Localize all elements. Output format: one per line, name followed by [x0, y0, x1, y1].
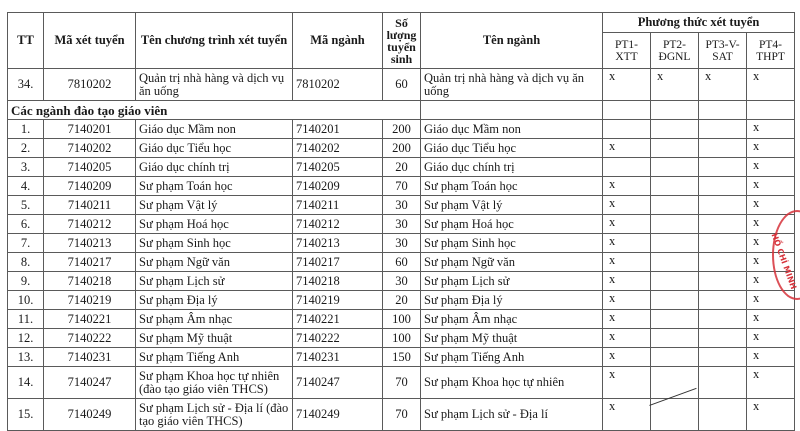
cell-ten-chuong-trinh: Giáo dục Mầm non [136, 120, 293, 139]
cell-pt3 [699, 120, 747, 139]
cell-ten-nganh: Sư phạm Địa lý [421, 291, 603, 310]
cell-ten-chuong-trinh: Sư phạm Lịch sử - Địa lí (đào tạo giáo viên THCS) [136, 399, 293, 431]
cell-pt3 [699, 158, 747, 177]
cell-ten-nganh: Giáo dục Mầm non [421, 120, 603, 139]
cell-pt2 [651, 139, 699, 158]
cell-pt1: x [603, 139, 651, 158]
cell-pt1: x [603, 348, 651, 367]
cell-ma-nganh: 7140219 [293, 291, 383, 310]
cell-tt: 3. [8, 158, 44, 177]
cell-so-luong: 200 [383, 139, 421, 158]
table-row [8, 215, 795, 234]
cell-so-luong: 30 [383, 215, 421, 234]
cell-pt2: x [651, 69, 699, 101]
cell-pt1: x [603, 177, 651, 196]
cell-pt4: x [747, 158, 795, 177]
cell-pt2 [651, 291, 699, 310]
cell-pt3 [699, 196, 747, 215]
cell-ma-xet-tuyen: 7140219 [44, 291, 136, 310]
cell-tt: 13. [8, 348, 44, 367]
cell-so-luong: 30 [383, 196, 421, 215]
cell-ten-chuong-trinh: Sư phạm Ngữ văn [136, 253, 293, 272]
cell-ma-xet-tuyen: 7140247 [44, 367, 136, 399]
cell-ma-xet-tuyen: 7140205 [44, 158, 136, 177]
cell-ten-nganh: Sư phạm Khoa học tự nhiên [421, 367, 603, 399]
header-ten-nganh: Tên ngành [421, 13, 603, 69]
table-row [8, 291, 795, 310]
table-row [8, 310, 795, 329]
cell-pt3 [699, 272, 747, 291]
cell-so-luong: 20 [383, 291, 421, 310]
cell-pt2 [651, 177, 699, 196]
table-row [8, 158, 795, 177]
cell-ma-xet-tuyen: 7140217 [44, 253, 136, 272]
cell-pt4: x [747, 291, 795, 310]
cell-ten-nganh: Sư phạm Hoá học [421, 215, 603, 234]
cell-pt3 [699, 291, 747, 310]
cell-ma-xet-tuyen: 7140249 [44, 399, 136, 431]
admissions-table [7, 12, 795, 431]
header-ten-chuong-trinh: Tên chương trình xét tuyển [136, 13, 293, 69]
cell-ten-nganh: Sư phạm Mỹ thuật [421, 329, 603, 348]
cell-ma-xet-tuyen: 7140201 [44, 120, 136, 139]
header-pt1: PT1-XTT [603, 33, 651, 69]
cell-pt1: x [603, 367, 651, 399]
table-row [8, 253, 795, 272]
cell-so-luong: 20 [383, 158, 421, 177]
cell-pt1: x [603, 310, 651, 329]
cell-pt3 [699, 139, 747, 158]
cell-pt2 [651, 253, 699, 272]
cell-tt: 6. [8, 215, 44, 234]
cell-pt2 [651, 196, 699, 215]
table-row [8, 177, 795, 196]
cell-pt2 [651, 348, 699, 367]
header-ma-xet-tuyen: Mã xét tuyển [44, 13, 136, 69]
table-row [8, 329, 795, 348]
cell-ma-xet-tuyen: 7140231 [44, 348, 136, 367]
cell-ten-chuong-trinh: Sư phạm Tiếng Anh [136, 348, 293, 367]
header-pt2: PT2-ĐGNL [651, 33, 699, 69]
cell-ten-chuong-trinh: Quản trị nhà hàng và dịch vụ ăn uống [136, 69, 293, 101]
cell-so-luong: 60 [383, 69, 421, 101]
cell-ma-xet-tuyen: 7140212 [44, 215, 136, 234]
cell-ma-nganh: 7140205 [293, 158, 383, 177]
cell-empty [603, 101, 651, 120]
table-row [8, 69, 795, 101]
cell-pt1: x [603, 215, 651, 234]
cell-pt4: x [747, 234, 795, 253]
cell-pt4: x [747, 215, 795, 234]
cell-pt4: x [747, 120, 795, 139]
cell-ten-nganh: Giáo dục chính trị [421, 158, 603, 177]
cell-so-luong: 150 [383, 348, 421, 367]
cell-pt3 [699, 348, 747, 367]
cell-ten-nganh: Sư phạm Lịch sử [421, 272, 603, 291]
cell-pt2 [651, 310, 699, 329]
cell-ten-chuong-trinh: Giáo dục chính trị [136, 158, 293, 177]
cell-pt1 [603, 158, 651, 177]
cell-ten-chuong-trinh: Sư phạm Mỹ thuật [136, 329, 293, 348]
cell-so-luong: 30 [383, 234, 421, 253]
cell-ten-chuong-trinh: Sư phạm Địa lý [136, 291, 293, 310]
cell-ten-nganh: Quản trị nhà hàng và dịch vụ ăn uống [421, 69, 603, 101]
cell-pt3 [699, 310, 747, 329]
cell-ma-xet-tuyen: 7140209 [44, 177, 136, 196]
cell-ma-nganh: 7140202 [293, 139, 383, 158]
cell-pt4: x [747, 272, 795, 291]
header-tt: TT [8, 13, 44, 69]
cell-ma-nganh: 7140221 [293, 310, 383, 329]
cell-pt3 [699, 234, 747, 253]
cell-so-luong: 70 [383, 399, 421, 431]
cell-ten-chuong-trinh: Sư phạm Khoa học tự nhiên (đào tạo giáo viên THCS) [136, 367, 293, 399]
cell-pt4: x [747, 253, 795, 272]
section-row [8, 101, 795, 120]
cell-tt: 12. [8, 329, 44, 348]
cell-pt2 [651, 272, 699, 291]
cell-ma-nganh: 7140217 [293, 253, 383, 272]
cell-ten-chuong-trinh: Sư phạm Lịch sử [136, 272, 293, 291]
cell-so-luong: 200 [383, 120, 421, 139]
cell-tt: 34. [8, 69, 44, 101]
header-so-luong: Số lượng tuyển sinh [383, 13, 421, 69]
cell-ten-chuong-trinh: Sư phạm Toán học [136, 177, 293, 196]
table-row [8, 348, 795, 367]
cell-pt3 [699, 329, 747, 348]
cell-ma-nganh: 7140213 [293, 234, 383, 253]
cell-ten-chuong-trinh: Sư phạm Vật lý [136, 196, 293, 215]
cell-ten-chuong-trinh: Giáo dục Tiểu học [136, 139, 293, 158]
section-title: Các ngành đào tạo giáo viên [8, 101, 421, 120]
header-pt3: PT3-V-SAT [699, 33, 747, 69]
cell-so-luong: 100 [383, 310, 421, 329]
table-row [8, 139, 795, 158]
stamp-text: HỒ CHÍ MINH [769, 232, 799, 291]
cell-ten-nganh: Sư phạm Tiếng Anh [421, 348, 603, 367]
cell-ten-chuong-trinh: Sư phạm Hoá học [136, 215, 293, 234]
cell-ten-nganh: Sư phạm Sinh học [421, 234, 603, 253]
cell-pt2 [651, 158, 699, 177]
cell-ma-nganh: 7140247 [293, 367, 383, 399]
cell-pt1: x [603, 329, 651, 348]
cell-tt: 15. [8, 399, 44, 431]
cell-so-luong: 70 [383, 177, 421, 196]
header-pt4: PT4-THPT [747, 33, 795, 69]
cell-ma-xet-tuyen: 7140221 [44, 310, 136, 329]
cell-pt1 [603, 120, 651, 139]
cell-ten-nganh: Sư phạm Lịch sử - Địa lí [421, 399, 603, 431]
cell-pt2 [651, 120, 699, 139]
cell-ma-nganh: 7140218 [293, 272, 383, 291]
cell-tt: 4. [8, 177, 44, 196]
cell-pt4: x [747, 348, 795, 367]
cell-pt3 [699, 399, 747, 431]
cell-so-luong: 30 [383, 272, 421, 291]
header-ma-nganh: Mã ngành [293, 13, 383, 69]
table-row [8, 367, 795, 399]
table-row [8, 120, 795, 139]
cell-ma-xet-tuyen: 7140222 [44, 329, 136, 348]
cell-ma-xet-tuyen: 7140211 [44, 196, 136, 215]
cell-pt1: x [603, 234, 651, 253]
cell-empty [747, 101, 795, 120]
cell-tt: 2. [8, 139, 44, 158]
cell-tt: 8. [8, 253, 44, 272]
cell-ma-nganh: 7140249 [293, 399, 383, 431]
cell-ma-nganh: 7140212 [293, 215, 383, 234]
table-row [8, 196, 795, 215]
cell-pt4: x [747, 399, 795, 431]
cell-tt: 10. [8, 291, 44, 310]
cell-pt1: x [603, 253, 651, 272]
cell-tt: 1. [8, 120, 44, 139]
cell-pt1: x [603, 291, 651, 310]
cell-empty [699, 101, 747, 120]
cell-ma-xet-tuyen: 7140218 [44, 272, 136, 291]
cell-pt4: x [747, 177, 795, 196]
cell-pt2 [651, 329, 699, 348]
cell-empty [651, 101, 699, 120]
table-row [8, 234, 795, 253]
cell-so-luong: 70 [383, 367, 421, 399]
header-phuong-thuc: Phương thức xét tuyển [603, 13, 795, 33]
cell-ma-nganh: 7140209 [293, 177, 383, 196]
cell-ten-nganh: Sư phạm Âm nhạc [421, 310, 603, 329]
cell-ma-nganh: 7140231 [293, 348, 383, 367]
cell-so-luong: 100 [383, 329, 421, 348]
cell-ma-nganh: 7140222 [293, 329, 383, 348]
cell-ten-nganh: Sư phạm Ngữ văn [421, 253, 603, 272]
cell-ten-nganh: Sư phạm Toán học [421, 177, 603, 196]
cell-ma-nganh: 7140201 [293, 120, 383, 139]
cell-pt3 [699, 253, 747, 272]
cell-ma-xet-tuyen: 7810202 [44, 69, 136, 101]
cell-pt1: x [603, 272, 651, 291]
cell-pt3 [699, 215, 747, 234]
cell-ma-xet-tuyen: 7140213 [44, 234, 136, 253]
cell-ma-xet-tuyen: 7140202 [44, 139, 136, 158]
cell-pt4: x [747, 139, 795, 158]
cell-tt: 14. [8, 367, 44, 399]
cell-tt: 9. [8, 272, 44, 291]
cell-ma-nganh: 7810202 [293, 69, 383, 101]
cell-tt: 5. [8, 196, 44, 215]
cell-ten-nganh: Sư phạm Vật lý [421, 196, 603, 215]
cell-pt2 [651, 215, 699, 234]
cell-pt3: x [699, 69, 747, 101]
cell-pt4: x [747, 367, 795, 399]
cell-ma-nganh: 7140211 [293, 196, 383, 215]
cell-pt3 [699, 177, 747, 196]
cell-pt4: x [747, 310, 795, 329]
cell-pt3 [699, 367, 747, 399]
cell-pt4: x [747, 69, 795, 101]
table-row [8, 272, 795, 291]
cell-pt1: x [603, 196, 651, 215]
cell-tt: 11. [8, 310, 44, 329]
cell-ten-chuong-trinh: Sư phạm Sinh học [136, 234, 293, 253]
cell-pt4: x [747, 329, 795, 348]
cell-ten-chuong-trinh: Sư phạm Âm nhạc [136, 310, 293, 329]
cell-ten-nganh: Giáo dục Tiểu học [421, 139, 603, 158]
cell-tt: 7. [8, 234, 44, 253]
cell-pt4: x [747, 196, 795, 215]
cell-empty [421, 101, 603, 120]
cell-so-luong: 60 [383, 253, 421, 272]
cell-pt1: x [603, 399, 651, 431]
cell-pt1: x [603, 69, 651, 101]
cell-pt2 [651, 234, 699, 253]
